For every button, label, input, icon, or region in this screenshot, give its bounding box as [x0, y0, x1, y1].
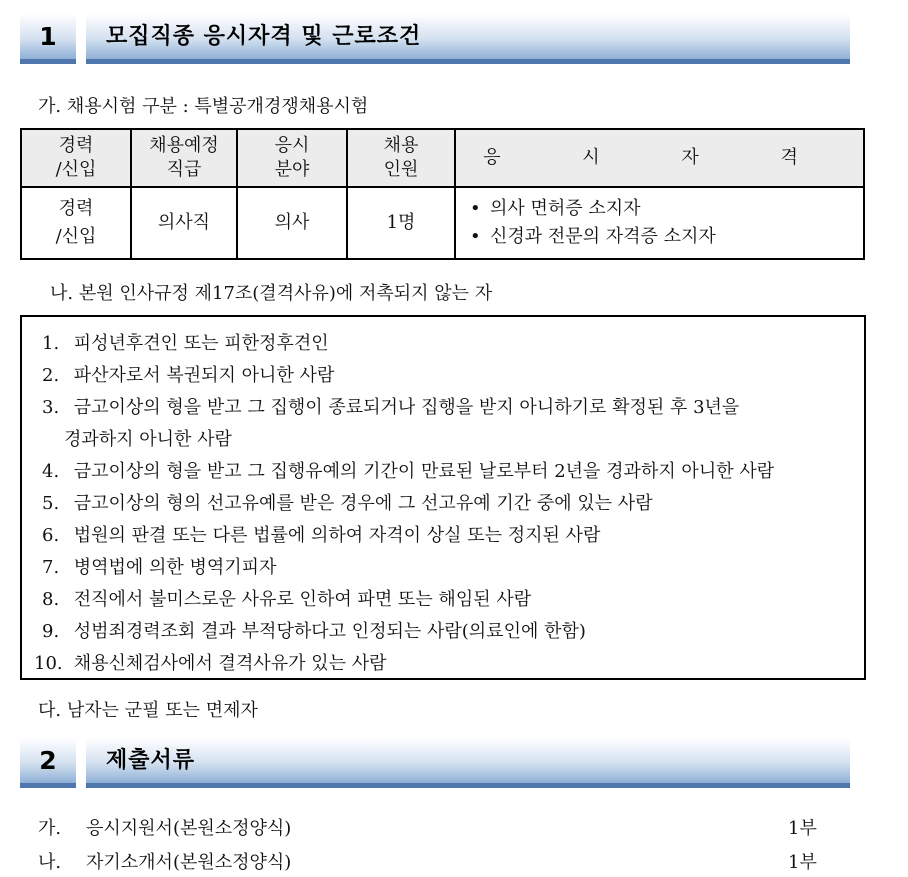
list-item: 6. 법원의 판결 또는 다른 법률에 의하여 자격이 상실 또는 정지된 사람 — [42, 525, 601, 546]
section-title: 제출서류 — [106, 748, 196, 773]
cell-grade: 의사직 — [131, 187, 237, 259]
table-row — [21, 187, 864, 259]
list-item-continuation: 경과하지 아니한 사람 — [64, 429, 232, 450]
list-item: 4. 금고이상의 형을 받고 그 집행유예의 기간이 만료된 날로부터 2년을 경과하지 아니한 사람 — [42, 461, 775, 482]
list-item: 1. 피성년후견인 또는 피한정후견인 — [42, 333, 329, 354]
section-title: 모집직종 응시자격 및 근로조건 — [106, 24, 422, 49]
qualification-item: • 신경과 전문의 자격증 소지자 — [470, 223, 863, 251]
exam-type-line: 가. 채용시험 구분 : 특별공개경쟁채용시험 — [38, 96, 369, 117]
cell-career: 경력 /신입 — [21, 187, 131, 259]
qualification-item: • 의사 면허증 소지자 — [470, 195, 863, 223]
list-item: 7. 병역법에 의한 병역기피자 — [42, 557, 277, 578]
cell-headcount: 1명 — [347, 187, 455, 259]
list-item: 2. 파산자로서 복권되지 아니한 사람 — [42, 365, 335, 386]
section-title-bar — [86, 738, 850, 788]
list-item: 10. 채용신체검사에서 결격사유가 있는 사람 — [34, 653, 387, 674]
table-header-row — [21, 129, 864, 187]
section-number: 2 — [20, 738, 76, 788]
disqualification-box — [20, 315, 866, 680]
section-number: 1 — [20, 14, 76, 64]
list-item: 5. 금고이상의 형의 선고유예를 받은 경우에 그 선고유예 기간 중에 있는 사람 — [42, 493, 653, 514]
qualification-table — [20, 128, 865, 260]
regulation-line: 나. 본원 인사규정 제17조(결격사유)에 저촉되지 않는 자 — [50, 283, 493, 304]
cell-qualifications — [455, 187, 864, 259]
header-field: 응시 분야 — [237, 129, 347, 187]
header-grade: 채용예정 직급 — [131, 129, 237, 187]
list-item: 8. 전직에서 불미스로운 사유로 인하여 파면 또는 해임된 사람 — [42, 589, 532, 610]
header-qualification: 응 시 자 격 — [455, 129, 864, 187]
header-headcount: 채용 인원 — [347, 129, 455, 187]
list-item: 9. 성범죄경력조회 결과 부적당하다고 인정되는 사람(의료인에 한함) — [42, 621, 586, 642]
section-title-bar — [86, 14, 850, 64]
cell-field: 의사 — [237, 187, 347, 259]
military-line: 다. 남자는 군필 또는 면제자 — [38, 700, 258, 721]
list-item: 3. 금고이상의 형을 받고 그 집행이 종료되거나 집행을 받지 아니하기로 확정된 후 3년을 — [42, 397, 740, 418]
header-career: 경력 /신입 — [21, 129, 131, 187]
